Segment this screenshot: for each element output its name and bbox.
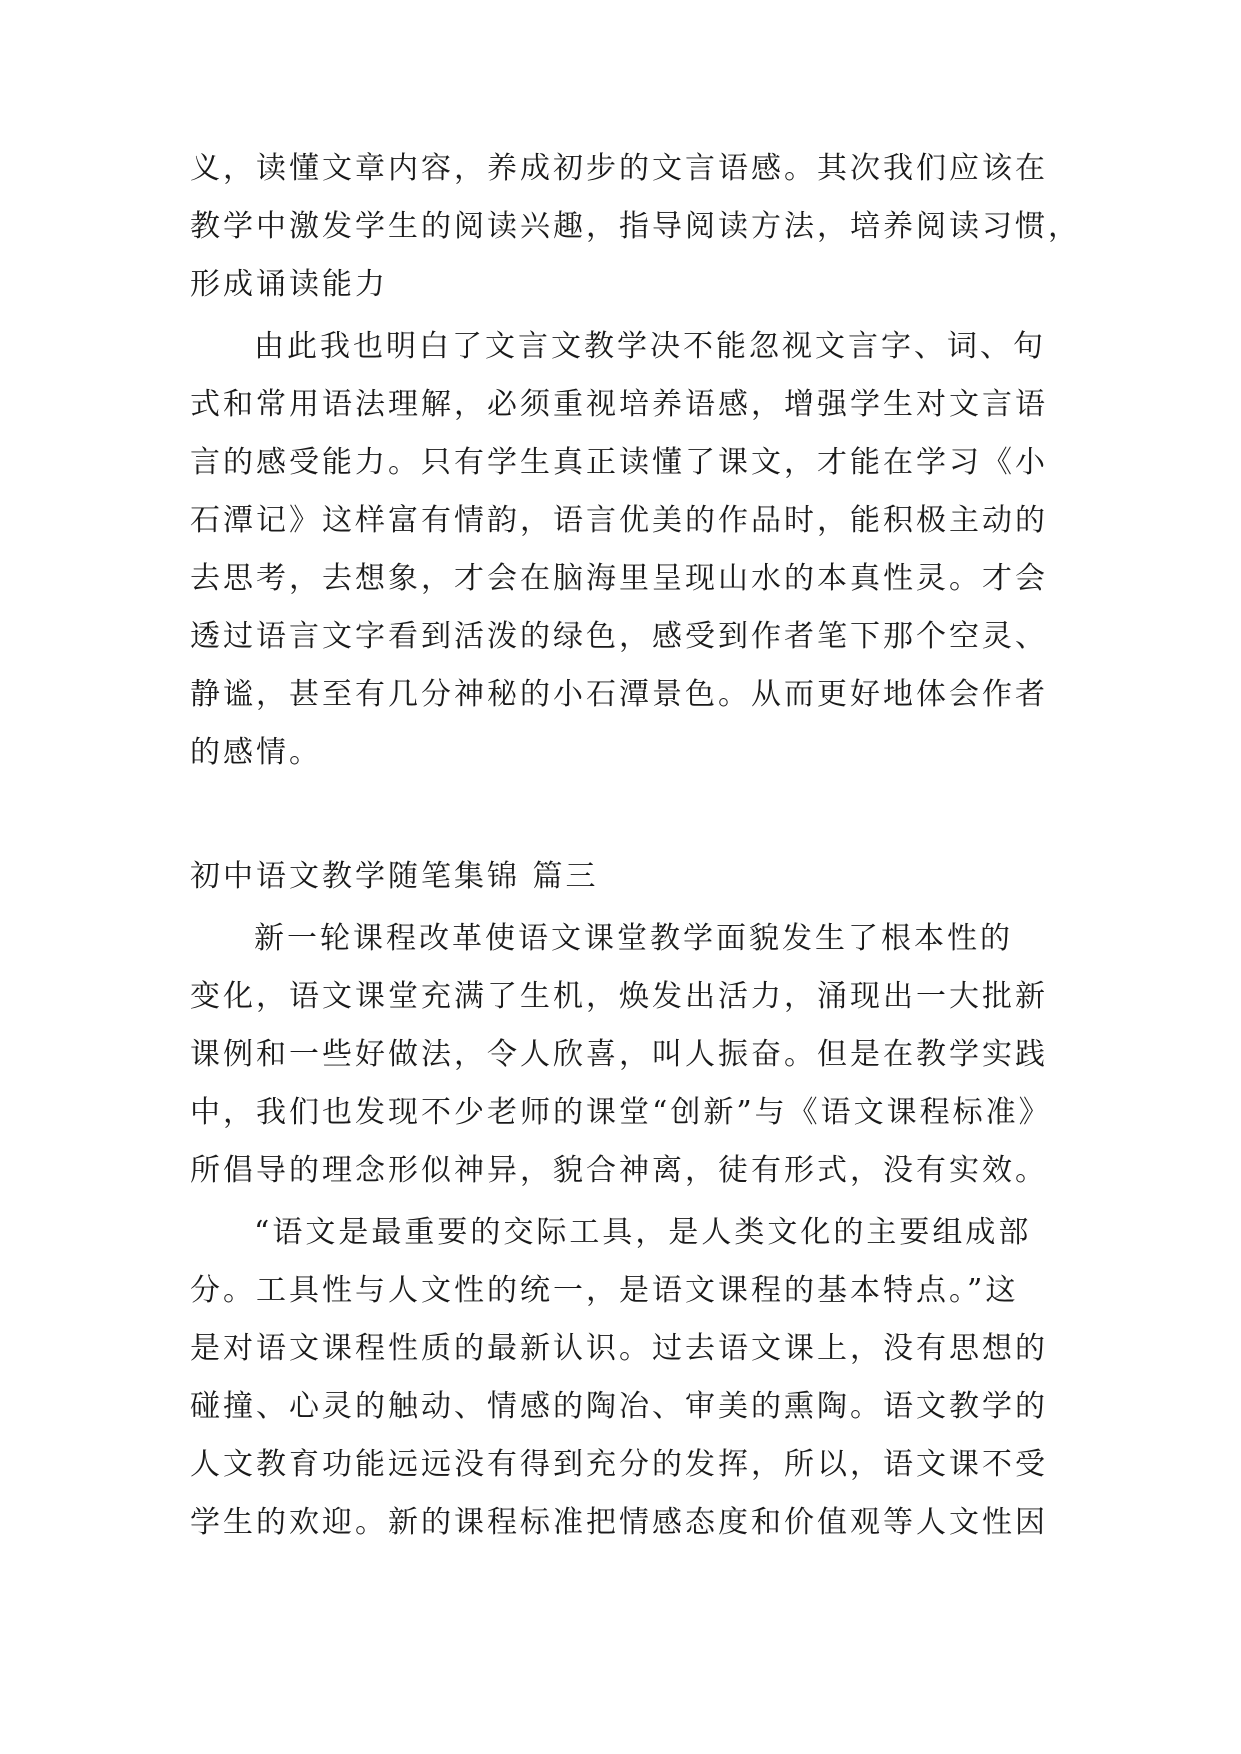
paragraph-line: 变化，语文课堂充满了生机，焕发出活力，涌现出一大批新 — [190, 979, 1048, 1014]
paragraph-line: 学生的欢迎。新的课程标准把情感态度和价值观等人文性因 — [190, 1505, 1048, 1540]
paragraph-line: 的感情。 — [190, 735, 322, 770]
paragraph-line: 教学中激发学生的阅读兴趣，指导阅读方法，培养阅读习惯， — [190, 209, 1081, 244]
paragraph-line: 义，读懂文章内容，养成初步的文言语感。其次我们应该在 — [190, 151, 1048, 186]
paragraph-line: 新一轮课程改革使语文课堂教学面貌发生了根本性的 — [254, 921, 1013, 956]
paragraph-line: “语文是最重要的交际工具，是人类文化的主要组成部 — [254, 1215, 1032, 1250]
paragraph-line: 课例和一些好做法，令人欣喜，叫人振奋。但是在教学实践 — [190, 1037, 1048, 1072]
paragraph-line: 言的感受能力。只有学生真正读懂了课文，才能在学习《小 — [190, 445, 1048, 480]
paragraph-line: 中，我们也发现不少老师的课堂“创新”与《语文课程标准》 — [190, 1095, 1052, 1130]
paragraph-line: 分。工具性与人文性的统一，是语文课程的基本特点。”这 — [190, 1273, 1019, 1308]
paragraph-line: 所倡导的理念形似神异，貌合神离，徒有形式，没有实效。 — [190, 1153, 1048, 1188]
paragraph-line: 是对语文课程性质的最新认识。过去语文课上，没有思想的 — [190, 1331, 1048, 1366]
paragraph-line: 形成诵读能力 — [190, 267, 388, 302]
paragraph-line: 透过语言文字看到活泼的绿色，感受到作者笔下那个空灵、 — [190, 619, 1048, 654]
paragraph-line: 静谧，甚至有几分神秘的小石潭景色。从而更好地体会作者 — [190, 677, 1048, 712]
section-title: 初中语文教学随笔集锦 篇三 — [190, 859, 599, 894]
paragraph-line: 人文教育功能远远没有得到充分的发挥，所以，语文课不受 — [190, 1447, 1048, 1482]
paragraph-line: 碰撞、心灵的触动、情感的陶冶、审美的熏陶。语文教学的 — [190, 1389, 1048, 1424]
paragraph-line: 去思考，去想象，才会在脑海里呈现山水的本真性灵。才会 — [190, 561, 1048, 596]
paragraph-line: 石潭记》这样富有情韵，语言优美的作品时，能积极主动的 — [190, 503, 1048, 538]
paragraph-line: 由此我也明白了文言文教学决不能忽视文言字、词、句 — [254, 329, 1046, 364]
paragraph-line: 式和常用语法理解，必须重视培养语感，增强学生对文言语 — [190, 387, 1048, 422]
